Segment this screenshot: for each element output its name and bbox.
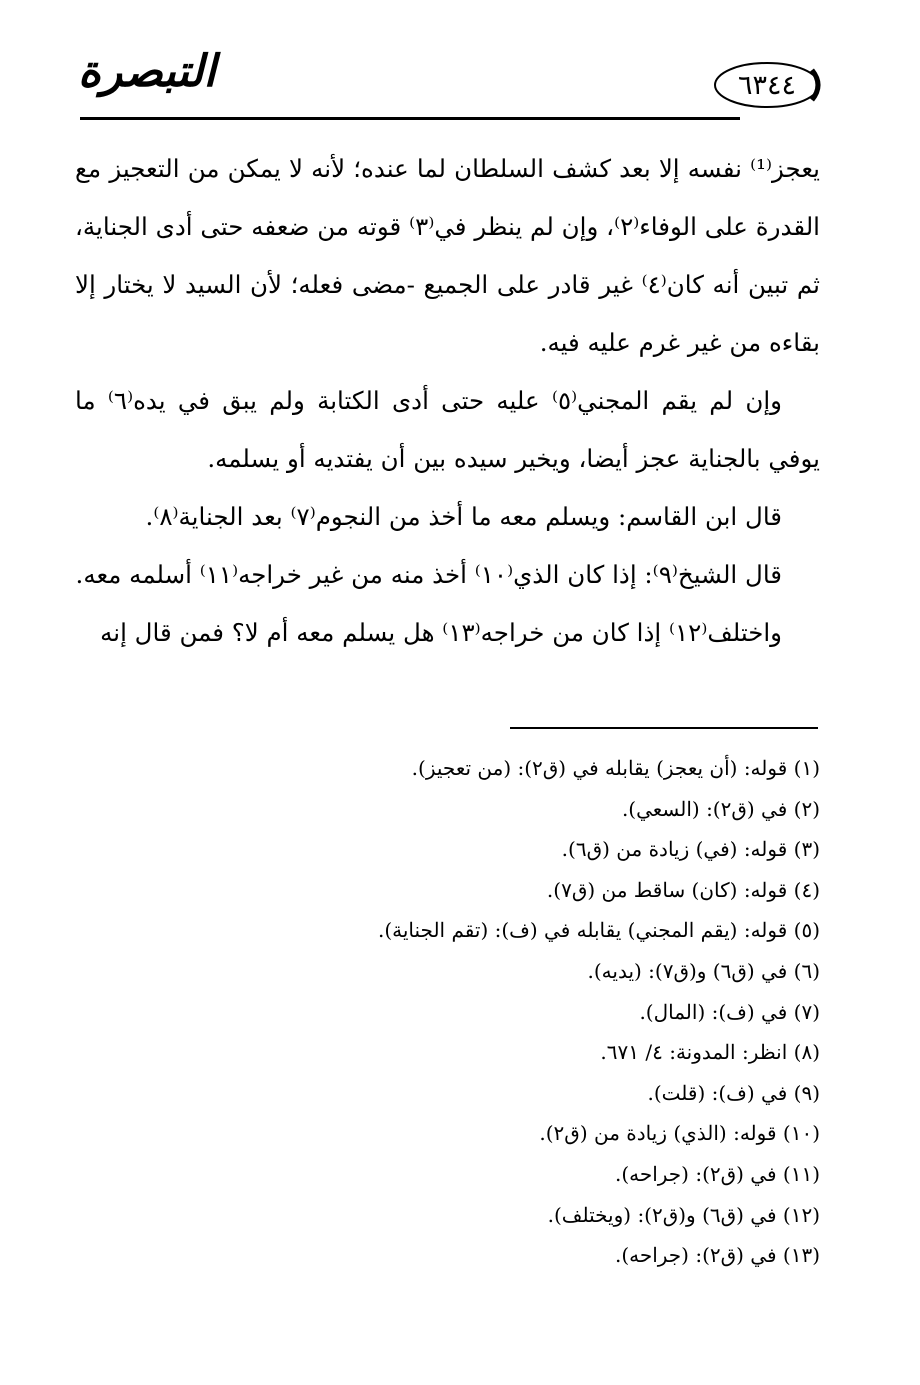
book-title: التبصرة [78, 46, 216, 97]
paragraph: يعجز⁽¹⁾ نفسه إلا بعد كشف السلطان لما عنده؛ لأنه لا يمكن من التعجيز مع القدرة على الوفاء⁽٢⁾، وإن لم ينظر في⁽٣⁾ قوته من ضعفه حتى أدى الجناية، ثم تبين أنه كان⁽٤⁾ غير قادر على الجميع -مضى فعله؛ لأن السيد لا يختار إلا بقاءه من غير غرم عليه فيه. [75, 154, 820, 357]
page-number-badge [712, 60, 822, 110]
footnote: (٥) قوله: (يقم المجني) يقابله في (ف): (تقم الجناية). [377, 918, 820, 943]
page-header [0, 0, 920, 130]
header-divider [80, 117, 740, 120]
footnote-separator [510, 727, 818, 729]
footnote: (٦) في (ق٦) و(ق٧): (يديه). [587, 958, 820, 983]
footnote: (١٣) في (ق٢): (جراحه). [614, 1243, 820, 1268]
paragraph: قال الشيخ⁽٩⁾: إذا كان الذي⁽١٠⁾ أخذ منه من غير خراجه⁽١١⁾ أسلمه معه. [75, 560, 782, 589]
footnote: (١٢) في (ق٦) و(ق٢): (ويختلف). [547, 1202, 820, 1227]
footnote: (١) قوله: (أن يعجز) يقابله في (ق٢): (من تعجيز). [411, 756, 820, 780]
footnote: (٤) قوله: (كان) ساقط من (ق٧). [546, 877, 820, 902]
footnote: (٨) انظر: المدونة: ٤/ ٦٧١. [600, 1040, 820, 1065]
footnote: (١١) في (ق٢): (جراحه). [614, 1161, 820, 1186]
footnote: (٢) في (ق٢): (السعي). [621, 796, 820, 821]
footnote: (٧) في (ف): (المال). [639, 999, 820, 1024]
footnote: (٣) قوله: (في) زيادة من (ق٦). [561, 837, 820, 862]
paragraph: قال ابن القاسم: ويسلم معه ما أخذ من النجوم⁽٧⁾ بعد الجناية⁽٨⁾. [145, 502, 782, 531]
footnotes [75, 748, 820, 1276]
footnote: (١٠) قوله: (الذي) زيادة من (ق٢). [539, 1121, 820, 1146]
page-number: ٦٣٤٤ [738, 69, 797, 101]
paragraph: واختلف⁽١٢⁾ إذا كان من خراجه⁽١٣⁾ هل يسلم معه أم لا؟ فمن قال إنه [100, 618, 782, 647]
footnote: (٩) في (ف): (قلت). [647, 1080, 820, 1105]
paragraph: وإن لم يقم المجني⁽٥⁾ عليه حتى أدى الكتابة ولم يبق في يده⁽٦⁾ ما يوفي بالجناية عجز أيضا، ويخير سيده بين أن يفتديه أو يسلمه. [75, 386, 820, 473]
main-text [75, 140, 820, 662]
